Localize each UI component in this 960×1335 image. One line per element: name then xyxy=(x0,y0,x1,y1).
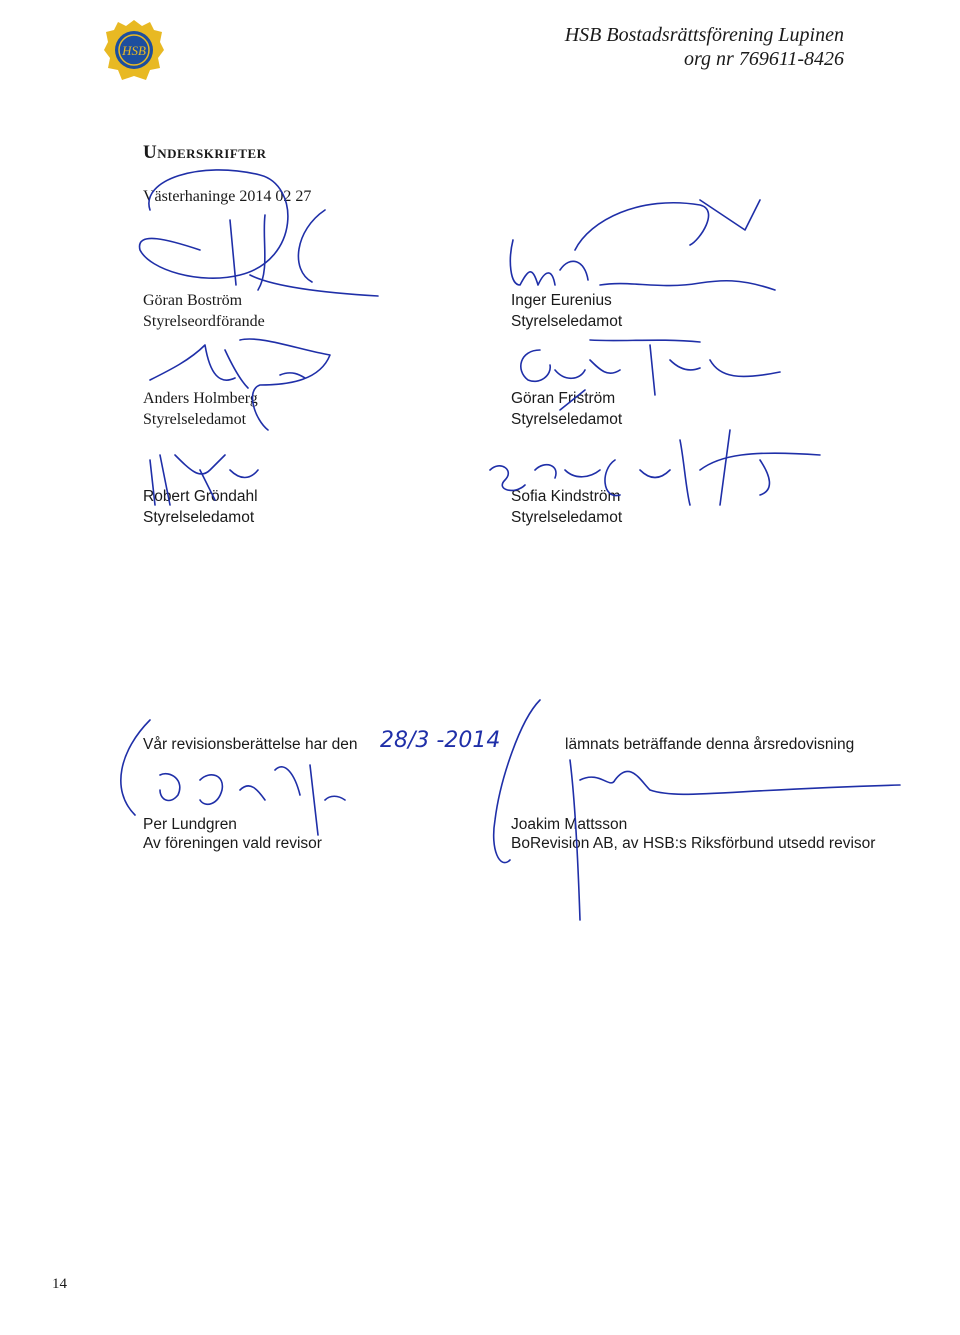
auditor-name: Joakim Mattsson xyxy=(511,816,628,833)
place-date: Västerhaninge 2014 02 27 xyxy=(143,188,312,205)
auditor-name: Per Lundgren xyxy=(143,816,237,833)
org-name: HSB Bostadsrättsförening Lupinen xyxy=(564,24,844,46)
svg-text:HSB: HSB xyxy=(122,43,146,58)
handwritten-audit-date: 28/3 -2014 xyxy=(380,728,501,753)
signer-role: Styrelseledamot xyxy=(511,411,623,428)
signer-role: Styrelseledamot xyxy=(143,509,255,526)
auditor-role: BoRevision AB, av HSB:s Riksförbund utsedd revisor xyxy=(511,835,876,852)
signer-name: Göran Friström xyxy=(511,390,616,407)
audit-text-before: Vår revisionsberättelse har den xyxy=(143,736,358,753)
signer-role: Styrelseledamot xyxy=(511,313,623,330)
signer-role: Styrelseledamot xyxy=(511,509,623,526)
org-number: org nr 769611-8426 xyxy=(684,48,844,70)
signer-role: Styrelseledamot xyxy=(143,411,247,428)
signature-inger-eurenius xyxy=(510,200,775,290)
signer-name: Anders Holmberg xyxy=(143,390,258,407)
audit-text-after: lämnats beträffande denna årsredovisning xyxy=(565,736,855,753)
auditor-role: Av föreningen vald revisor xyxy=(143,835,322,852)
section-title: Underskrifter xyxy=(143,142,267,163)
signer-name: Robert Gröndahl xyxy=(143,488,258,505)
signer-name: Göran Boström xyxy=(143,292,243,309)
hsb-logo xyxy=(104,18,164,84)
page-number: 14 xyxy=(52,1276,67,1292)
signer-name: Inger Eurenius xyxy=(511,292,612,309)
signature-joakim-mattsson xyxy=(494,700,900,920)
signer-role: Styrelseordförande xyxy=(143,313,265,330)
signer-name: Sofia Kindström xyxy=(511,488,621,505)
